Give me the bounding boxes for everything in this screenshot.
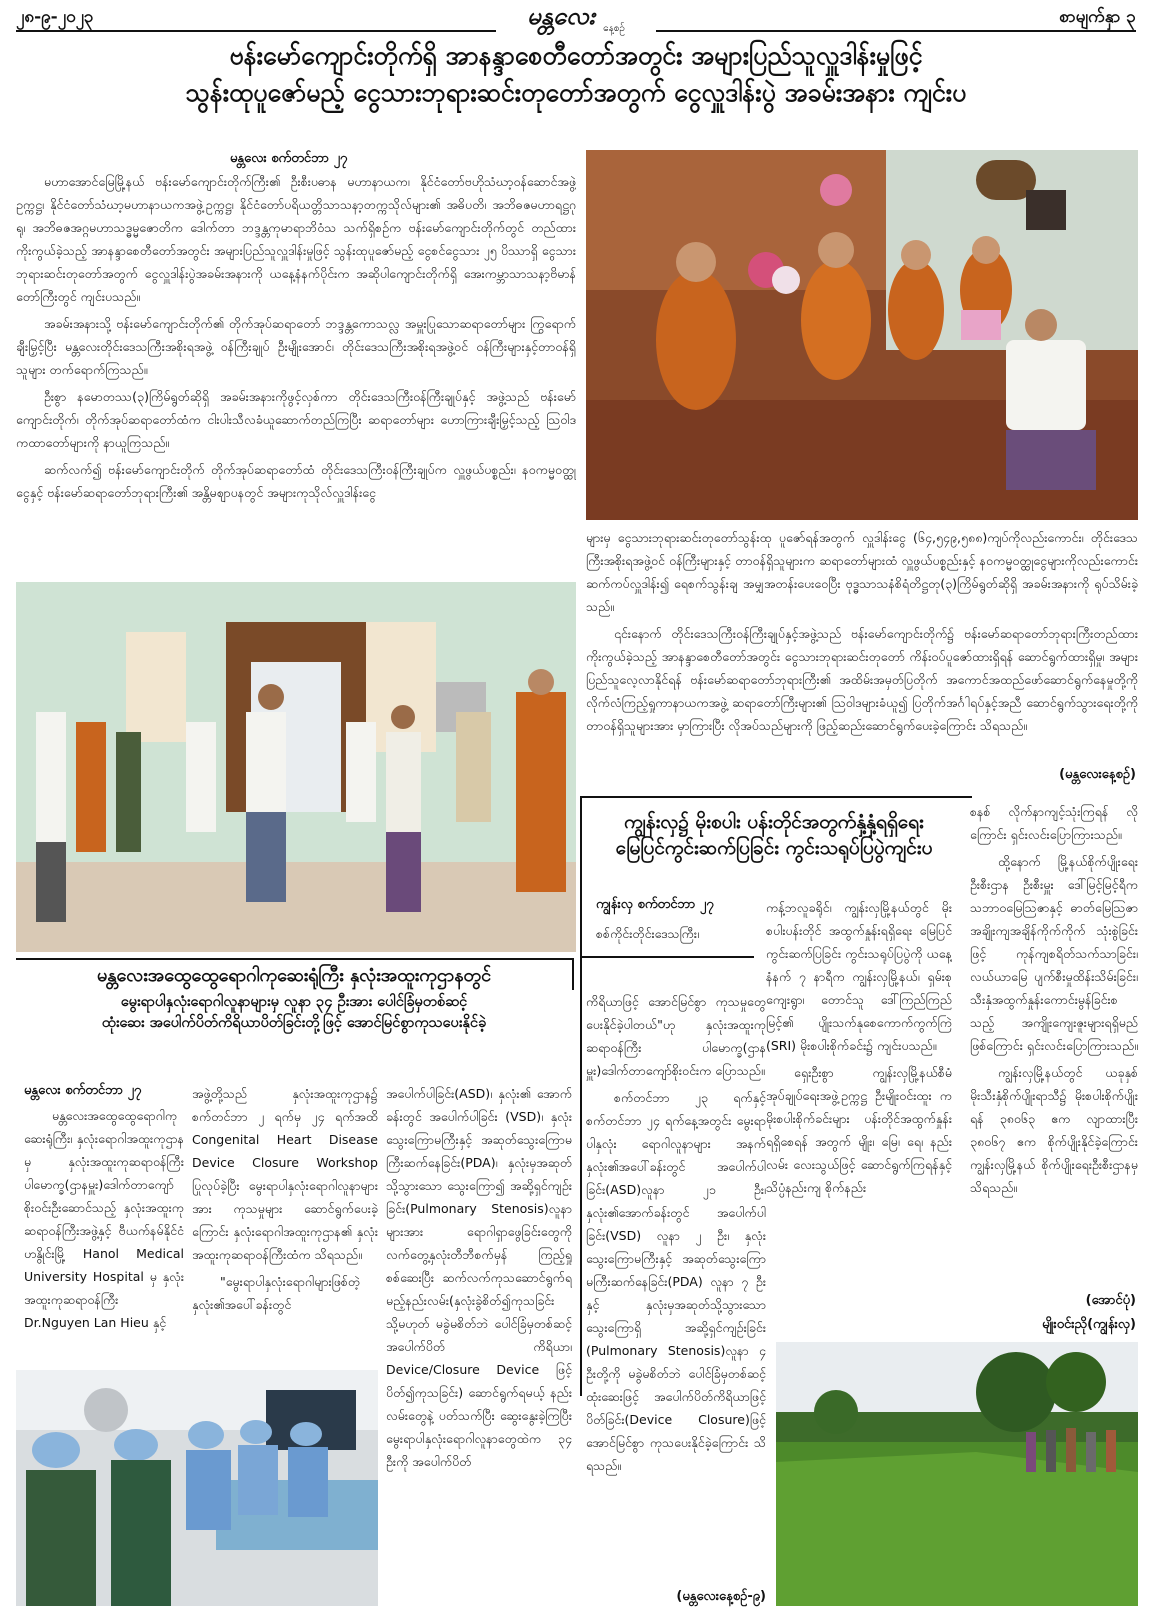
rice-col3-text: စနစ် လိုက်နာကျင့်သုံးကြရန် လိုကြောင်း ရှင်းလင်းပြောကြားသည်။: [970, 804, 1138, 842]
rice-col1: [596, 922, 756, 949]
heart-col4-text: ကိရိယာဖြင့် အောင်မြင်စွာ ကုသမှုတွေပေးနိုင်ခဲ့ပါတယ်"ဟု နှလုံးအထူးကုဆရာဝန်ကြီး ပါမောက္ခ(ဌာနမှူး)ဒေါက်တာကျော်စိုးဝင်းက ပြောသည်။: [586, 994, 766, 1078]
main-para-1: မဟာအောင်မြေမြို့နယ် ဗန်းမော်ကျောင်းတိုက်ကြီး၏ ဦးစီးပဓာန မဟာနာယက၊ နိုင်ငံတော်ဗဟိုသံဃာ့ဝန်ဆောင်အဖွဲ့ဥက္ကဋ္ဌ၊ နိုင်ငံတော်သံဃာ့မဟာနာယကအဖွဲ့ဥက္ကဋ္ဌ၊ နိုင်ငံတော်ပရိယတ္တိသာသနာ့တက္ကသိုလ်များ၏ အဓိပတိ၊ အဘိဓဇမဟာရဋ္ဌဂုရု၊ အဘိဓဇအဂ္ဂမဟာသဒ္ဓမ္မဇောတိက ဒေါက်တာ ဘဒ္ဒန္တကုမာရာဘိဝံသ သက်ရှိစဉ်က ဗန်းမော်ကျောင်းတိုက်တွင် တည်ထားကိုးကွယ်ခဲ့သည့် အာနန္ဒာစေတီတော်အတွင်း အများပြည်သူလှူဒါန်းမှုဖြင့် သွန်းထုပူဇော်မည့် ငွေစင်ငွေသား ၂၅ ပိဿာရှိ ငွေသားဘုရားဆင်းတုတော်အတွက် ငွေလှူဒါန်းပွဲအခမ်းအနားကို ယနေ့နံနက်ပိုင်းက အဆိုပါကျောင်းတိုက်ရှိ အေးကမ္ဘာသာသနာ့ဗိမာန်တော်ကြီးတွင် ကျင်းပသည်။: [16, 174, 576, 304]
masthead-logo: [506, 0, 646, 34]
main-para-6: ၎င်းနောက် တိုင်းဒေသကြီးဝန်ကြီးချုပ်နှင့်အဖွဲ့သည် ဗန်းမော်ကျောင်းတိုက်၌ ဗန်းမော်ဆရာတော်ဘုရားကြီးတည်ထားကိုးကွယ်ခဲ့သည့် အာနန္ဒာစေတီတော်အတွင်း ငွေသားဘုရားဆင်းတုတော် ကိန်းဝပ်ပူဇော်ထားရှိရန် ဆောင်ရွက်ထားရှိမှု၊ အများပြည်သူလေ့လာနိုင်ရန် ဗန်းမော်ဆရာတော်ဘုရားကြီး၏ အထိမ်းအမှတ်ပြတိုက် အကောင်အထည်ဖော်ဆောင်ရွက်နေမှုတို့ကို လိုက်လံကြည့်ရှုကာနာယကအဖွဲ့ ဆရာတော်ကြီးများ၏ ဩဝါဒများခံယူ၍ ပြတိုက်အင်္ဂါရပ်နှင့်အညီ ဆောင်ရွက်သွားရေးတို့ကို တာဝန်ရှိသူများအား မှာကြားပြီး လိုအပ်သည်များကို ဖြည့်ဆည်းဆောင်ရွက်ပေးခဲ့ကြောင်း သိရသည်။: [586, 626, 1138, 733]
heart-dateline: မန္တလေး စက်တင်ဘာ ၂၇: [24, 1083, 142, 1098]
main-para-3: ဦးစွာ နမောတဿ(၃)ကြိမ်ရွတ်ဆိုရှိ အခမ်းအနားကိုဖွင့်လှစ်ကာ တိုင်းဒေသကြီးဝန်ကြီးချုပ်နှင့် အဖွဲ့သည် ဗန်းမော်ကျောင်းတိုက်၊ တိုက်အုပ်ဆရာတော်ထံက ငါးပါးသီလခံယူဆောက်တည်ကြပြီး ဆရာတော်များ ဟောကြားချီးမြှင့်သည့် ဩဝါဒကထာတော်များကို နာယူကြသည်။: [16, 389, 576, 450]
heart-col2b-text: "မွေးရာပါနှလုံးရောဂါများဖြစ်တဲ့ နှလုံး၏အပေါ်ခန်းတွင်: [192, 1274, 361, 1312]
photo-cath-lab-art: [16, 1370, 378, 1606]
heart-credit: (မန္တလေးနေ့စဉ်-၉): [676, 1589, 766, 1604]
photo-monks-donation: [586, 150, 1138, 520]
heart-col3-text: အပေါက်ပါခြင်း(ASD)၊ နှလုံး၏ အောက်ခန်းတွင် အပေါက်ပါခြင်း (VSD)၊ နှလုံးသွေးကြောမကြီးနှင့် အဆုတ်သွေးကြောမကြီးဆက်နေခြင်း(PDA)၊ နှလုံးမှအဆုတ်သို့သွားသော သွေးကြော၍ အဆို့ရှင်ကျဉ်းခြင်း(Pulmonary Stenosis)လူနာများအား ရောဂါရှာဖွေခြင်းတွေကို လက်တွေ့နှလုံးတီဘီစက်မှန် ကြည့်ရှုစစ်ဆေးပြီး ဆက်လက်ကုသဆောင်ရွက်ရမည့်နည်းလမ်း(နှလုံးခွဲစိတ်၍ကုသခြင်း သို့မဟုတ် မခွဲမစိတ်ဘဲ ပေါင်ခြံမှတစ်ဆင့် အပေါက်ပိတ် ကိရိယာ၊ Device/Closure Device ဖြင့် ပိတ်၍ကုသခြင်း) ဆောင်ရွက်ရမယ့် နည်းလမ်းတွေနဲ့ ပတ်သက်ပြီး ဆွေးနွေးခဲ့ကြပြီး မွေးရာပါနှလုံးရောဂါလူနာတွေထဲက ၃၄ ဦးကို အပေါက်ပိတ်: [386, 1086, 572, 1469]
heart-col4: [580, 990, 766, 1588]
rice-col3b-text: ထို့နောက် မြို့နယ်စိုက်ပျိုးရေးဦးစီးဌာန ဦးစီးမှူး ဒေါ်မြင့်မြင့်ရီက သဘာဝမြေဩဇာနှင့် ဓာတ်မြေဩဇာ အချိုးကျအချိန်ကိုက်ကိုက် သုံးစွဲခြင်းဖြင့် ကုန်ကျစရိတ်သက်သာခြင်း၊ လယ်ယာမြေ ပျက်စီးမှုထိန်းသိမ်းခြင်း၊ သီးနှံအထွက်နှုန်းကောင်းမွန်ခြင်းစသည့် အကျိုးကျေးဇူးများရရှိမည်ဖြစ်ကြောင်း ရှင်းလင်းပြောကြားသည်။: [970, 854, 1138, 1053]
photo-museum-visit: [16, 582, 576, 952]
main-headline-line2: သွန်းထုပူဇော်မည့် ငွေသားဘုရားဆင်းတုတော်အတွက် ငွေလှူဒါန်းပွဲ အခမ်းအနား ကျင်းပ: [185, 77, 967, 107]
rice-col2b-text: ရှေးဦးစွာ ကျွန်းလှမြို့နယ်စီမံအုပ်ချုပ်ရေးအဖွဲ့ဥက္ကဋ္ဌ ဦးမျိုးဝင်းထူး က မိုးစပါးစိုက်ခင်းများ ပန်းတိုင်အထွက်နှုန်းရရှိစေရန် အတွက် မျိုး၊ မြေ၊ ရေ၊ နည်းလမ်း လေးသွယ်ဖြင့် ဆောင်ရွက်ကြရန်နှင့် သိပ္ပံနည်းကျ စိုက်နည်း: [766, 1065, 952, 1195]
page-number: စာမျက်နှာ ၃: [1059, 7, 1136, 27]
heart-col1-text: မန္တလေးအထွေထွေရောဂါကုဆေးရုံကြီး၊ နှလုံးရောဂါအထူးကုဌာနမှ နှလုံးအထူးကုဆရာဝန်ကြီး ပါမောက္ခ(ဌာနမှူး)ဒေါက်တာကျော်စိုးဝင်းဦးဆောင်သည့် နှလုံးအထူးကုဆရာဝန်ကြီးအဖွဲ့နှင့် ဗီယက်နမ်နိုင်ငံ ဟနွိုင်းမြို့ Hanol Medical University Hospital မှ နှလုံးအထူးကုဆရာဝန်ကြီး Dr.Nguyen Lan Hieu နှင့်: [24, 1108, 184, 1330]
heart-col2-text: အဖွဲ့တို့သည် နှလုံးအထူးကုဌာန၌ စက်တင်ဘာ ၂ ရက်မှ ၂၄ ရက်အထိ Congenital Heart Disease Device Closure Workshop ပြုလုပ်ခဲ့ပြီး မွေးရာပါနှလုံးရောဂါလူနာများအား ကုသမှုများ ဆောင်ရွက်ပေးခဲ့ကြောင်း နှလုံးရောဂါအထူးကုဌာန၏ နှလုံးအထူးကုဆရာဝန်ကြီးထံက သိရသည်။: [192, 1086, 378, 1262]
rice-headline: [586, 810, 962, 861]
heart-col3: [386, 1082, 572, 1602]
main-story-col2: [586, 526, 1138, 786]
rice-col2: [766, 896, 952, 1358]
rice-box-sub-border: [580, 956, 754, 958]
main-headline-line1: ဗန်းမော်ကျောင်းတိုက်ရှိ အာနန္ဒာစေတီတော်အတွင်း အများပြည်သူလှူဒါန်းမှုဖြင့်: [229, 41, 923, 70]
masthead-title: မန္တလေး: [527, 2, 595, 30]
heart-box-right-border: [572, 958, 574, 990]
rice-headline-line1: ကျွန်းလှ၌ မိုးစပါး ပန်းတိုင်အတွက်နှံ့နှံ့ရရှိရေး: [624, 811, 924, 833]
main-dateline: မန္တလေး စက်တင်ဘာ ၂၇: [230, 151, 348, 166]
main-headline: [16, 42, 1136, 108]
photo-monks-donation-art: [586, 150, 1138, 520]
rice-box-top-border: [580, 796, 972, 798]
heart-col4b-text: စက်တင်ဘာ ၂၃ ရက်နှင့် စက်တင်ဘာ ၂၄ ရက်နေ့အတွင်း မွေးရာပါနှလုံး ရောဂါလူနာများ အနက် နှလုံး၏အပေါ်ခန်းတွင် အပေါက်ပါခြင်း(ASD)လူနာ ၂၁ ဦး၊ နှလုံး၏အောက်ခန်းတွင် အပေါက်ပါခြင်း(VSD) လူနာ ၂ ဦး၊ နှလုံးသွေးကြောမကြီးနှင့် အဆုတ်သွေးကြောမကြီးဆက်နေခြင်း(PDA) လူနာ ၇ ဦးနှင့် နှလုံးမှအဆုတ်သို့သွားသော သွေးကြောရှိ အဆို့ရှင်ကျဉ်းခြင်း (Pulmonary Stenosis)လူနာ ၄ ဦးတို့ကို မခွဲမစိတ်ဘဲ ပေါင်ခြံမှတစ်ဆင့် ထုံးဆေးဖြင့် အပေါက်ပိတ်ကိရိယာဖြင့်ပိတ်ခြင်း(Device Closure)ဖြင့် အောင်မြင်စွာ ကုသပေးနိုင်ခဲ့ကြောင်း သိရသည်။: [586, 1090, 766, 1473]
rice-col2-text: ကန့်ဘလူခရိုင်၊ ကျွန်းလှမြို့နယ်တွင် မိုးစပါးပန်းတိုင် အထွက်နှုန်းရရှိရေး မြေပြင်ကွင်းဆက်ပြခြင်း ကွင်းသရုပ်ပြပွဲကို ယနေ့နံနက် ၇ နာရီက ကျွန်းလှမြို့နယ်၊ ရှမ်းစုကျေးရွာ၊ တောင်သူ ဒေါ်ကြည်ကြည်မြင့်၏ ပျိုးသက်နုစေကောက်ကွက်ကြဲ (SRI) မိုးစပါးစိုက်ခင်း၌ ကျင်းပသည်။: [766, 900, 952, 1053]
header-date: ၂၈-၉-၂၀၂၃: [16, 7, 94, 27]
rice-headline-line2: မြေပြင်ကွင်းဆက်ပြခြင်း ကွင်းသရုပ်ပြပွဲကျင်းပ: [615, 836, 933, 859]
heart-box-top-border: [16, 958, 572, 960]
rice-col3c-text: ကျွန်းလှမြို့နယ်တွင် ယခုနှစ် မိုးသီးနှံစိုက်ပျိုးရာသီ၌ မိုးစပါးစိုက်ပျိုးရန် ၃၈၀၆၃ ဧက လျာထားပြီး ၃၈၀၆၇ ဧက စိုက်ပျိုးနိုင်ခဲ့ကြောင်း ကျွန်းလှမြို့နယ် စိုက်ပျိုးရေးဦးစီးဌာနမှ သိရသည်။: [970, 1065, 1138, 1195]
main-para-2: အခမ်းအနားသို့ ဗန်းမော်ကျောင်းတိုက်၏ တိုက်အုပ်ဆရာတော် ဘဒ္ဒန္တကောသလ္လ အမှူးပြုသောဆရာတော်များ ကြွရောက်ချီးမြှင့်ပြီး မန္တလေးတိုင်းဒေသကြီးအစိုးရအဖွဲ့ ဝန်ကြီးချုပ် ဦးမျိုးအောင်၊ တိုင်းဒေသကြီးအစိုးရအဖွဲ့ဝင် ဝန်ကြီးများနှင့်တာဝန်ရှိသူများ တက်ရောက်ကြသည်။: [16, 316, 576, 377]
heart-headline: [16, 966, 572, 1034]
main-story-col1: [16, 170, 576, 580]
main-para-5: များမှ ငွေသားဘုရားဆင်းတုတော်သွန်းထု ပူဇော်ရန်အတွက် လှူဒါန်းငွေ (၆၄,၅၄၉,၅၈၈)ကျပ်ကိုလည်းကောင်း၊ တိုင်းဒေသကြီးအစိုးရအဖွဲ့ဝင် ဝန်ကြီးများနှင့် တာဝန်ရှိသူများက ဆရာတော်များထံ လှူဖွယ်ပစ္စည်းနှင့် နဝကမ္မဝတ္ထုငွေများကိုလည်းကောင်း ဆက်ကပ်လှူဒါန်း၍ ရေစက်သွန်းချ အမျှအတန်းပေးဝေပြီး ဗုဒ္ဓသာသနံစိရံတိဋ္ဌတု(၃)ကြိမ်ရွတ်ဆိုရှိ အခမ်းအနားကို ရုပ်သိမ်းခဲ့သည်။: [586, 530, 1138, 614]
heart-col1: [24, 1104, 184, 1366]
heart-headline-line1: မန္တလေးအထွေထွေရောဂါကုဆေးရုံကြီး နှလုံးအထူးကုဌာနတွင်: [96, 965, 492, 986]
masthead-subtitle: နေ့စဉ်: [603, 23, 625, 34]
header-rule-right: [656, 30, 1136, 32]
heart-headline-line2: မွေးရာပါနှလုံးရောဂါလူနာများမှ လူနာ ၃၄ ဦးအား ပေါင်ခြံမှတစ်ဆင့်: [120, 993, 468, 1010]
photo-cath-lab: [16, 1370, 378, 1606]
main-para-4: ဆက်လက်၍ ဗန်းမော်ကျောင်းတိုက် တိုက်အုပ်ဆရာတော်ထံ တိုင်းဒေသကြီးဝန်ကြီးချုပ်က လှူဖွယ်ပစ္စည်း၊ နဝကမ္မဝတ္ထုငွေနှင့် ဗန်းမော်ဆရာတော်ဘုရားကြီး၏ အန္တိမဈာပနတွင် အများကုသိုလ်လှူဒါန်းငွေ: [16, 462, 576, 500]
rice-credit-2: မျိုးဝင်းညို(ကျွန်းလှ): [1042, 1317, 1136, 1332]
rice-credit-1: (အောင်ပုံ): [1085, 1293, 1136, 1308]
photo-museum-visit-art: [16, 582, 576, 952]
header-rule-left: [16, 30, 496, 32]
rice-dateline: ကျွန်းလှ စက်တင်ဘာ ၂၇: [596, 897, 714, 912]
photo-rice-field-art: [776, 1342, 1138, 1606]
rice-col1-text: စစ်ကိုင်းတိုင်းဒေသကြီး၊: [596, 926, 700, 941]
rice-col3: [970, 800, 1138, 1270]
main-credit: (မန္တလေးနေ့စဉ်): [1059, 767, 1136, 782]
heart-col2: [192, 1082, 378, 1366]
heart-headline-line3: ထုံးဆေး အပေါက်ပိတ်ကိရိယာပိတ်ခြင်းတို့ဖြင့် အောင်မြင်စွာကုသပေးနိုင်ခဲ့: [101, 1015, 487, 1032]
photo-rice-field: [776, 1342, 1138, 1606]
